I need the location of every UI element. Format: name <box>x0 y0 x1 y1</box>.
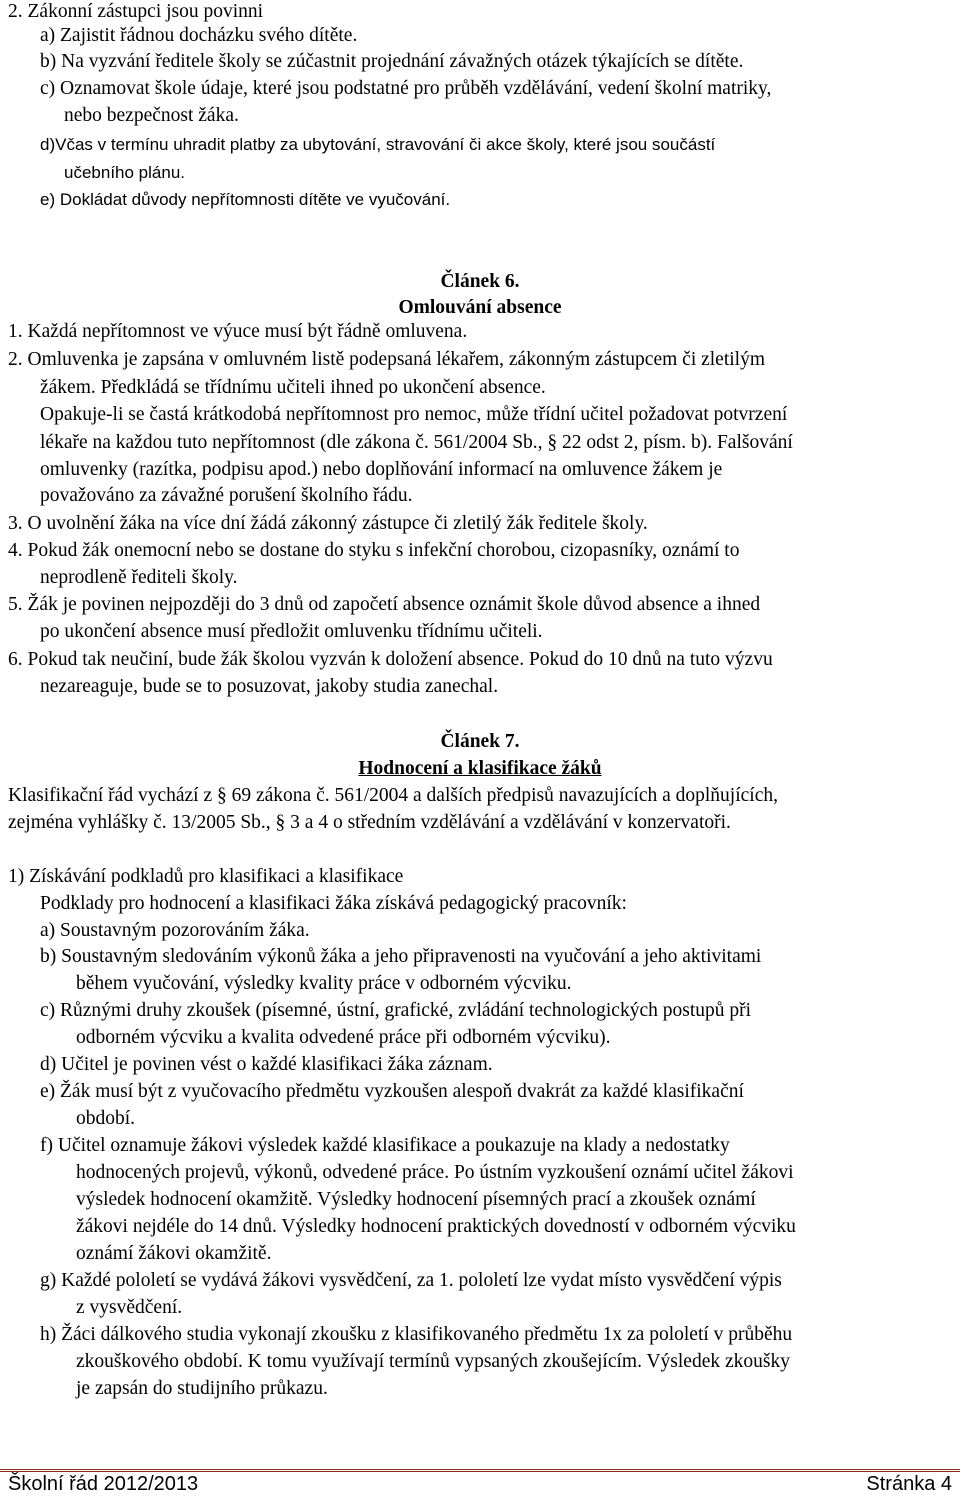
list-item: c) Oznamovat škole údaje, které jsou podstatné pro průběh vzdělávání, vedení školní matriky, <box>40 78 772 99</box>
list-item: zkouškového období. K tomu využívají termínů vypsaných zkoušejícím. Výsledek zkoušky <box>76 1351 790 1372</box>
list-item: d)Včas v termínu uhradit platby za ubytování, stravování či akce školy, které jsou součástí <box>40 135 716 154</box>
list-item: odborném výcviku a kvalita odvedené práce při odborném výcviku). <box>76 1027 611 1048</box>
list-item: a) Zajistit řádnou docházku svého dítěte. <box>40 25 358 46</box>
list-item: e) Žák musí být z vyučovacího předmětu vyzkoušen alespoň dvakrát za každé klasifikační <box>40 1081 744 1102</box>
list-item: b) Na vyzvání ředitele školy se zúčastnit projednání závažných otázek týkajících se dítěte. <box>40 51 744 72</box>
list-item: žákovi nejdéle do 14 dnů. Výsledky hodnocení praktických dovedností v odborném výcviku <box>76 1216 796 1237</box>
article-title: Omlouvání absence <box>398 297 562 318</box>
list-item: nezareaguje, bude se to posuzovat, jakoby studia zanechal. <box>40 676 499 697</box>
list-item: h) Žáci dálkového studia vykonají zkoušku z klasifikovaného předmětu 1x za pololetí v průběhu <box>40 1324 793 1345</box>
paragraph-line: zejména vyhlášky č. 13/2005 Sb., § 3 a 4 o středním vzdělávání a vzdělávání v konzervatoři. <box>8 812 731 833</box>
article-title: Hodnocení a klasifikace žáků <box>358 758 602 779</box>
list-item: g) Každé pololetí se vydává žákovi vysvědčení, za 1. pololetí lze vydat místo vysvědčení výpis <box>40 1270 782 1291</box>
list-item: lékaře na každou tuto nepřítomnost (dle zákona č. 561/2004 Sb., § 22 odst 2, písm. b). Falšování <box>40 432 793 453</box>
section-heading: 1) Získávání podkladů pro klasifikaci a klasifikace <box>8 866 404 887</box>
list-item: výsledek hodnocení okamžitě. Výsledky hodnocení písemných prací a zkoušek oznámí <box>76 1189 756 1210</box>
list-item: žákem. Předkládá se třídnímu učiteli ihned po ukončení absence. <box>40 377 546 398</box>
article-number: Článek 6. <box>440 271 520 292</box>
list-item: období. <box>76 1108 136 1129</box>
list-item: a) Soustavným pozorováním žáka. <box>40 920 310 941</box>
list-item: f) Učitel oznamuje žákovi výsledek každé klasifikace a poukazuje na klady a nedostatky <box>40 1135 730 1156</box>
list-item: nebo bezpečnost žáka. <box>64 105 239 126</box>
list-item: z vysvědčení. <box>76 1297 183 1318</box>
list-item: učebního plánu. <box>64 163 185 182</box>
list-item: 1. Každá nepřítomnost ve výuce musí být řádně omluvena. <box>8 321 468 342</box>
paragraph-line: Podklady pro hodnocení a klasifikaci žáka získává pedagogický pracovník: <box>40 893 627 914</box>
list-item: po ukončení absence musí předložit omluvenku třídnímu učiteli. <box>40 621 543 642</box>
footer-divider <box>0 1469 960 1472</box>
list-item: oznámí žákovi okamžitě. <box>76 1243 272 1264</box>
list-item: e) Dokládat důvody nepřítomnosti dítěte ve vyučování. <box>40 190 451 209</box>
list-item: 2. Omluvenka je zapsána v omluvném listě podepsaná lékařem, zákonným zástupcem či zletilým <box>8 349 766 370</box>
footer-title: Školní řád 2012/2013 <box>8 1473 199 1495</box>
list-item: 3. O uvolnění žáka na více dní žádá zákonný zástupce či zletilý žák ředitele školy. <box>8 513 648 534</box>
list-item: Opakuje-li se častá krátkodobá nepřítomnost pro nemoc, může třídní učitel požadovat potvrzení <box>40 404 788 425</box>
list-item: 4. Pokud žák onemocní nebo se dostane do styku s infekční chorobou, cizopasníky, oznámí to <box>8 540 740 561</box>
paragraph-line: Klasifikační řád vychází z § 69 zákona č. 561/2004 a dalších předpisů navazujících a doplňujících, <box>8 785 778 806</box>
list-item: neprodleně řediteli školy. <box>40 567 238 588</box>
page-number: Stránka 4 <box>866 1473 952 1495</box>
list-item: hodnocených projevů, výkonů, odvedené práce. Po ústním vyzkoušení oznámí učitel žákovi <box>76 1162 794 1183</box>
list-item: c) Různými druhy zkoušek (písemné, ústní, grafické, zvládání technologických postupů při <box>40 1000 752 1021</box>
list-item: během vyučování, výsledky kvality práce v odborném výcviku. <box>76 973 572 994</box>
list-item: 2. Zákonní zástupci jsou povinni <box>8 1 264 22</box>
list-item: považováno za závažné porušení školního řádu. <box>40 485 413 506</box>
article-number: Článek 7. <box>440 731 520 752</box>
list-item: 6. Pokud tak neučiní, bude žák školou vyzván k doložení absence. Pokud do 10 dnů na tuto výzvu <box>8 649 773 670</box>
list-item: b) Soustavným sledováním výkonů žáka a jeho připravenosti na vyučování a jeho aktivitami <box>40 946 762 967</box>
list-item: d) Učitel je povinen vést o každé klasifikaci žáka záznam. <box>40 1054 493 1075</box>
list-item: je zapsán do studijního průkazu. <box>76 1378 328 1399</box>
list-item: 5. Žák je povinen nejpozději do 3 dnů od započetí absence oznámit škole důvod absence a ihned <box>8 594 761 615</box>
list-item: omluvenky (razítka, podpisu apod.) nebo doplňování informací na omluvence žákem je <box>40 459 723 480</box>
